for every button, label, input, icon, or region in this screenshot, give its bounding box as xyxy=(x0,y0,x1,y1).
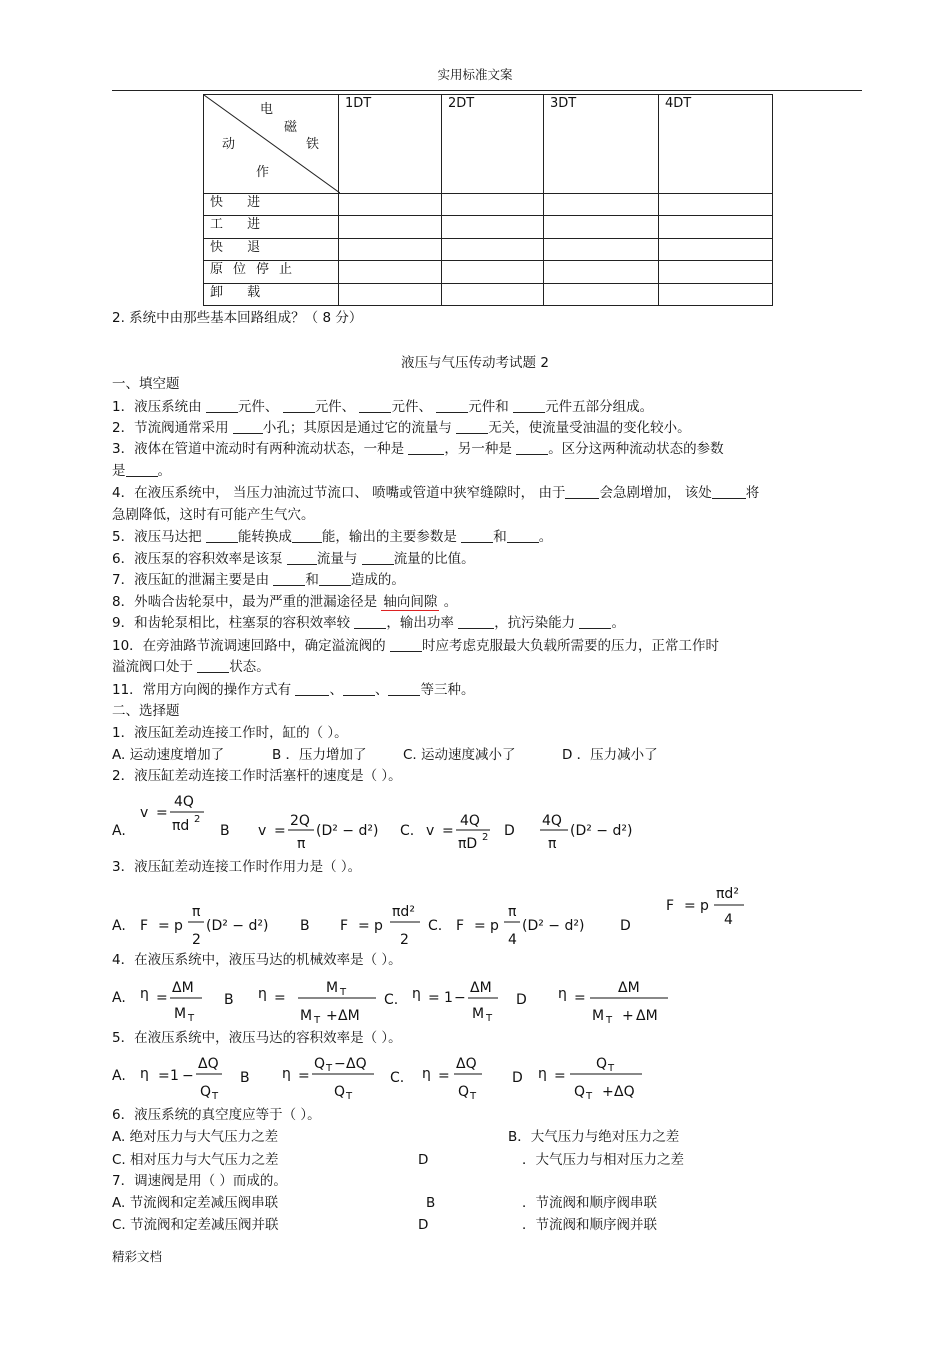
svg-text:η: η xyxy=(140,986,149,1002)
svg-text:π: π xyxy=(508,904,517,920)
svg-text:(D² − d²): (D² − d²) xyxy=(522,918,585,934)
svg-text:p: p xyxy=(174,918,183,934)
row-label: 原位停止 xyxy=(204,261,339,284)
svg-text:F: F xyxy=(340,918,349,934)
svg-text:π: π xyxy=(192,904,201,920)
choice-3-formulas xyxy=(112,878,752,950)
choice-2-formulas xyxy=(112,788,672,856)
choice-question-5: 5．在液压系统中，液压马达的容积效率是（ ）。 xyxy=(112,1030,402,1046)
svg-text:−: − xyxy=(334,1056,346,1072)
page-header: 实用标准文案 xyxy=(437,67,513,82)
svg-text:F: F xyxy=(140,918,149,934)
row-label: 快 退 xyxy=(204,239,339,261)
option-d-label: D xyxy=(512,1070,523,1086)
choice-4-formulas xyxy=(112,972,682,1028)
svg-text:η: η xyxy=(538,1066,547,1082)
svg-text:ΔQ: ΔQ xyxy=(456,1056,477,1072)
svg-text:Q: Q xyxy=(314,1056,326,1072)
svg-text:=: = xyxy=(474,918,486,934)
svg-text:Q: Q xyxy=(574,1084,586,1100)
choice-6-option-b: B．大气压力与绝对压力之差 xyxy=(508,1129,680,1145)
svg-text:πd: πd xyxy=(172,818,190,834)
svg-text:ΔQ: ΔQ xyxy=(198,1056,219,1072)
svg-text:v: v xyxy=(140,805,149,821)
svg-text:=: = xyxy=(684,898,696,914)
option-a-label: A. xyxy=(112,823,126,839)
svg-text:=: = xyxy=(156,805,168,821)
svg-text:(D² − d²): (D² − d²) xyxy=(570,823,633,839)
choice-7-option-b: ．节流阀和顺序阀串联 xyxy=(522,1195,657,1211)
svg-text:π: π xyxy=(297,836,306,852)
svg-text:η: η xyxy=(258,986,267,1002)
svg-text:Q: Q xyxy=(458,1084,470,1100)
corner-char: 铁 xyxy=(306,137,320,152)
svg-text:−: − xyxy=(182,1068,194,1084)
option-b-label: B xyxy=(300,918,310,934)
choice-1-option-a: A. 运动速度增加了 xyxy=(112,747,225,763)
svg-text:2: 2 xyxy=(482,832,489,843)
svg-text:p: p xyxy=(490,918,499,934)
option-a-label: A. xyxy=(112,990,126,1006)
option-c-label: C. xyxy=(384,992,399,1008)
fill-question-10: 10．在旁油路节流调速回路中，确定溢流阀的 时应考虑克服最大负载所需要的压力，正常工作时 xyxy=(112,638,719,654)
svg-text:(D² − d²): (D² − d²) xyxy=(206,918,269,934)
option-c-label: C. xyxy=(400,823,415,839)
svg-text:T: T xyxy=(586,1091,593,1102)
fill-question-4-cont: 急剧降低，这时有可能产生气穴。 xyxy=(112,507,315,523)
option-b-label: B xyxy=(224,992,234,1008)
fill-question-4: 4．在液压系统中， 当压力油流过节流口、 喷嘴或管道中狭窄缝隙时， 由于 会急剧增加， 该处 将 xyxy=(112,485,760,501)
exam-title: 液压与气压传动考试题 2 xyxy=(401,355,549,371)
option-c-label: C. xyxy=(428,918,443,934)
svg-text:4Q: 4Q xyxy=(460,813,480,829)
svg-text:+: + xyxy=(326,1008,338,1024)
svg-text:πD: πD xyxy=(458,836,478,852)
corner-char: 磁 xyxy=(284,120,298,135)
section-choice-heading: 二、选择题 xyxy=(112,703,180,719)
choice-question-1: 1．液压缸差动连接工作时，缸的（ ）。 xyxy=(112,725,348,741)
svg-text:η: η xyxy=(412,986,421,1002)
choice-7-option-b-letter: B xyxy=(426,1195,436,1211)
svg-text:−: − xyxy=(454,990,466,1006)
choice-6-option-d-letter: D xyxy=(418,1152,429,1168)
svg-text:p: p xyxy=(374,918,383,934)
svg-text:=: = xyxy=(156,990,168,1006)
table-row xyxy=(204,239,773,261)
option-d-label: D xyxy=(516,992,527,1008)
svg-text:T: T xyxy=(346,1091,353,1102)
svg-text:T: T xyxy=(608,1063,615,1074)
svg-text:ΔM: ΔM xyxy=(636,1008,658,1024)
option-d-label: D xyxy=(620,918,631,934)
table-corner-cell xyxy=(204,95,339,194)
answer-underlined: 轴向间隙 xyxy=(383,594,438,610)
fill-question-3-cont: 是 。 xyxy=(112,463,171,479)
svg-text:M: M xyxy=(174,1006,187,1022)
svg-text:=: = xyxy=(574,990,586,1006)
svg-text:v: v xyxy=(258,823,267,839)
option-b-label: B xyxy=(240,1070,250,1086)
svg-text:T: T xyxy=(470,1091,477,1102)
choice-1-option-c: C. 运动速度减小了 xyxy=(403,747,516,763)
svg-text:Q: Q xyxy=(596,1056,608,1072)
svg-text:1: 1 xyxy=(170,1068,179,1084)
table-row xyxy=(204,261,773,284)
svg-text:p: p xyxy=(700,898,709,914)
svg-text:π: π xyxy=(548,836,557,852)
svg-text:=: = xyxy=(158,918,170,934)
fill-question-5: 5．液压马达把 能转换成 能，输出的主要参数是 和 。 xyxy=(112,529,553,545)
svg-text:T: T xyxy=(606,1015,613,1026)
svg-text:v: v xyxy=(426,823,435,839)
row-label: 卸 载 xyxy=(204,284,339,306)
fill-question-10-cont: 溢流阀口处于 状态。 xyxy=(112,659,270,675)
svg-text:4Q: 4Q xyxy=(542,813,562,829)
svg-text:M: M xyxy=(592,1008,605,1024)
svg-text:ΔQ: ΔQ xyxy=(614,1084,635,1100)
svg-text:2Q: 2Q xyxy=(290,813,310,829)
column-header: 4DT xyxy=(659,95,773,194)
column-header: 1DT xyxy=(339,95,442,194)
svg-text:+: + xyxy=(622,1008,634,1024)
corner-char: 电 xyxy=(260,102,274,117)
option-a-label: A. xyxy=(112,918,126,934)
svg-text:ΔM: ΔM xyxy=(618,980,640,996)
column-header: 3DT xyxy=(544,95,659,194)
option-a-label: A. xyxy=(112,1068,126,1084)
svg-text:T: T xyxy=(212,1091,219,1102)
svg-text:1: 1 xyxy=(444,990,453,1006)
svg-text:T: T xyxy=(486,1013,493,1024)
column-header: 2DT xyxy=(442,95,544,194)
svg-text:T: T xyxy=(314,1015,321,1026)
svg-text:T: T xyxy=(326,1063,333,1074)
fill-question-8: 8．外啮合齿轮泵中，最为严重的泄漏途径是 轴向间隙 。 xyxy=(112,594,458,610)
row-label: 工 进 xyxy=(204,216,339,239)
option-d-label: D xyxy=(504,823,515,839)
fill-question-11: 11．常用方向阀的操作方式有 、 、 等三种。 xyxy=(112,682,475,698)
choice-7-option-c: C. 节流阀和定差减压阀并联 xyxy=(112,1217,279,1233)
choice-question-6: 6．液压系统的真空度应等于（ ）。 xyxy=(112,1107,321,1123)
choice-question-7: 7．调速阀是用（ ）而成的。 xyxy=(112,1173,287,1189)
fill-question-1: 1．液压系统由 元件、 元件、 元件、 元件和 元件五部分组成。 xyxy=(112,399,654,415)
svg-text:=: = xyxy=(428,990,440,1006)
fill-question-3: 3．液体在管道中流动时有两种流动状态，一种是 ，另一种是 。区分这两种流动状态的参数 xyxy=(112,441,724,457)
choice-6-option-a: A. 绝对压力与大气压力之差 xyxy=(112,1129,279,1145)
svg-text:4Q: 4Q xyxy=(174,794,194,810)
choice-6-option-c: C. 相对压力与大气压力之差 xyxy=(112,1152,279,1168)
svg-text:ΔM: ΔM xyxy=(338,1008,360,1024)
choice-5-formulas xyxy=(112,1050,672,1106)
svg-text:πd²: πd² xyxy=(392,904,415,920)
svg-text:F: F xyxy=(666,898,675,914)
page-footer: 精彩文档 xyxy=(112,1249,163,1264)
svg-text:=: = xyxy=(158,1068,170,1084)
corner-char: 作 xyxy=(256,165,270,180)
choice-question-3: 3．液压缸差动连接工作时作用力是（ ）。 xyxy=(112,859,362,875)
svg-text:(D² − d²): (D² − d²) xyxy=(316,823,379,839)
svg-text:Q: Q xyxy=(200,1084,212,1100)
fill-question-2: 2．节流阀通常采用 小孔；其原因是通过它的流量与 无关，使流量受油温的变化较小。 xyxy=(112,420,691,436)
svg-text:=: = xyxy=(438,1068,450,1084)
section-fill-heading: 一、填空题 xyxy=(112,376,180,392)
table-row xyxy=(204,284,773,306)
solenoid-action-table xyxy=(203,94,773,306)
choice-7-option-d: ．节流阀和顺序阀并联 xyxy=(522,1217,657,1233)
choice-question-2: 2．液压缸差动连接工作时活塞杆的速度是（ ）。 xyxy=(112,768,402,784)
svg-text:T: T xyxy=(340,987,347,998)
fill-question-7: 7．液压缸的泄漏主要是由 和 造成的。 xyxy=(112,572,405,588)
svg-text:πd²: πd² xyxy=(716,886,739,902)
svg-text:ΔM: ΔM xyxy=(172,980,194,996)
svg-text:2: 2 xyxy=(194,814,201,825)
svg-text:η: η xyxy=(422,1066,431,1082)
svg-text:=: = xyxy=(298,1068,310,1084)
choice-7-option-a: A. 节流阀和定差减压阀串联 xyxy=(112,1195,279,1211)
choice-6-option-d: ．大气压力与相对压力之差 xyxy=(522,1152,684,1168)
svg-text:4: 4 xyxy=(724,912,733,928)
option-b-label: B xyxy=(220,823,230,839)
svg-text:=: = xyxy=(274,823,286,839)
svg-text:ΔQ: ΔQ xyxy=(346,1056,367,1072)
corner-char: 动 xyxy=(222,137,236,152)
option-c-label: C. xyxy=(390,1070,405,1086)
svg-text:M: M xyxy=(326,980,339,996)
svg-text:M: M xyxy=(300,1008,313,1024)
table-row xyxy=(204,216,773,239)
question-system-circuits: 2. 系统中由那些基本回路组成？（ 8 分） xyxy=(112,310,363,326)
table-row xyxy=(204,194,773,216)
fill-question-6: 6．液压泵的容积效率是该泵 流量与 流量的比值。 xyxy=(112,551,475,567)
svg-text:=: = xyxy=(442,823,454,839)
choice-7-option-d-letter: D xyxy=(418,1217,429,1233)
choice-1-option-b: B ．压力增加了 xyxy=(272,747,367,763)
svg-text:η: η xyxy=(558,986,567,1002)
svg-text:+: + xyxy=(602,1084,614,1100)
svg-text:=: = xyxy=(274,990,286,1006)
choice-question-4: 4．在液压系统中，液压马达的机械效率是（ ）。 xyxy=(112,952,402,968)
svg-text:M: M xyxy=(472,1006,485,1022)
svg-text:T: T xyxy=(188,1013,195,1024)
svg-text:2: 2 xyxy=(192,932,201,948)
svg-text:η: η xyxy=(282,1066,291,1082)
svg-text:4: 4 xyxy=(508,932,517,948)
svg-text:=: = xyxy=(358,918,370,934)
svg-text:2: 2 xyxy=(400,932,409,948)
fill-question-9: 9．和齿轮泵相比，柱塞泵的容积效率较 ，输出功率 ，抗污染能力 。 xyxy=(112,615,625,631)
svg-text:=: = xyxy=(554,1068,566,1084)
svg-text:η: η xyxy=(140,1066,149,1082)
svg-text:F: F xyxy=(456,918,465,934)
svg-text:Q: Q xyxy=(334,1084,346,1100)
row-label: 快 进 xyxy=(204,194,339,216)
choice-1-option-d: D ．压力减小了 xyxy=(562,747,658,763)
header-rule xyxy=(112,90,862,91)
svg-text:ΔM: ΔM xyxy=(470,980,492,996)
